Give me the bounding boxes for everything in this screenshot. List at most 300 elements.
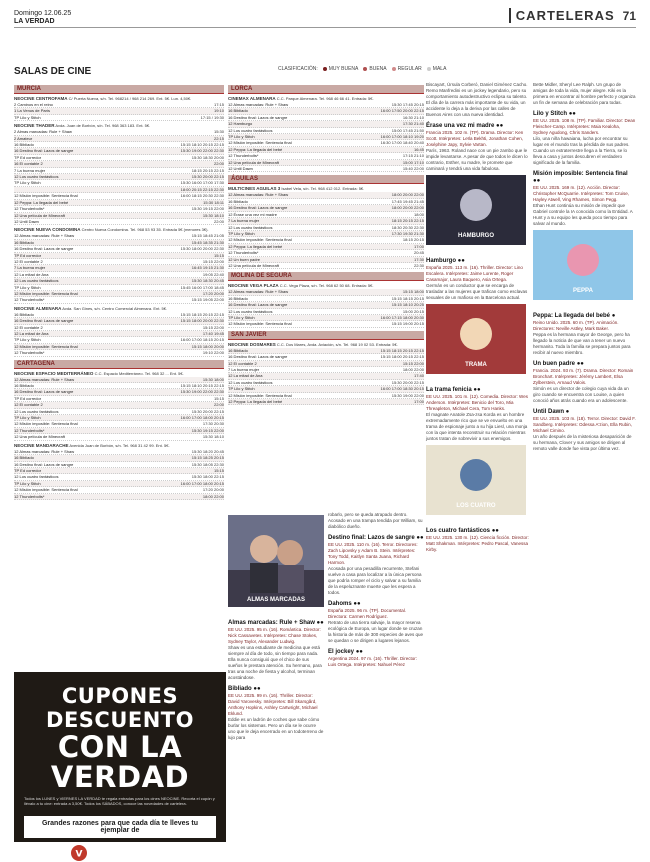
cinema-name[interactable]: NEOCINE VEGA PLAZA xyxy=(228,283,279,289)
film-title: 2 Caminos en el reino xyxy=(14,102,53,107)
review-credits: EE UU. 2025. 101 m. (12). Comedia. Director: Wes Anderson. Intérpretes: Benicio del Toro, Mia Threapleton, Michael Cera, Tom Hanks. xyxy=(426,394,528,411)
cinema-name[interactable]: CINEMAX ALMENARA xyxy=(228,96,276,101)
showtimes: 17:15 xyxy=(213,102,224,107)
film-title: 12 Los cuatro fantásticos xyxy=(14,408,59,414)
legend-item: REGULAR xyxy=(392,66,422,72)
film-title: 12 El contable 2 xyxy=(14,402,43,408)
showtimes: 15:30 18:10 xyxy=(202,212,224,218)
film-title: 12 Thunderbolts* xyxy=(14,206,45,212)
movie-poster-image xyxy=(426,175,530,245)
showtimes: 17:30 20:30 xyxy=(202,421,224,427)
film-title: 12 Thunderbolts* xyxy=(228,250,259,256)
review-film-title: Almas marcadas: Rule + Shaw xyxy=(228,620,315,626)
film-title: 12 La mitad de Ana xyxy=(14,331,49,336)
film-title: 12 Peppa: La llegada del bebé xyxy=(228,146,283,152)
review-synopsis: Un año después de la misteriosa desaparición de su hermana, Clover y sus amigos se dirigen al remoto valle donde fue vista por última vez. xyxy=(533,434,632,451)
review-synopsis: Eddie es un ladrón de coches que sabe cómo burlar los sistemas. Pero un día se le ocurre uno que le deja encerrado en un todoterreno de lujo para xyxy=(228,717,324,740)
legend-item: MALA xyxy=(427,66,447,72)
showtimes: 20:45 xyxy=(413,250,424,256)
showtimes: 15:15 18:10 20:25 xyxy=(391,302,424,308)
film-title: 12 Peppa: La llegada del bebé xyxy=(228,243,283,249)
review-film-title: Un buen padre xyxy=(533,361,576,367)
film-title: 12 Una película de Minecraft xyxy=(14,434,65,440)
film-title: 12 Almas marcadas: Rule + Shaw xyxy=(14,448,75,454)
rating-icon: ● xyxy=(565,409,570,415)
showtimes: 18:15 20:15 22:15 xyxy=(391,218,424,224)
film-title: TP Ed corredor xyxy=(14,252,42,258)
showtimes: 15:30 xyxy=(213,129,224,135)
film-title: 16 Bibliado xyxy=(228,295,248,301)
showtime-row[interactable] xyxy=(14,434,224,440)
coupon-advertisement[interactable] xyxy=(14,672,226,861)
showtimes: 22:00 xyxy=(213,161,224,167)
rating-icon: ●● xyxy=(473,387,481,393)
cinema-details: C.C. Vega Plaza, s/n. Tel. 968 62 50 68. Entrada: 5€. xyxy=(279,283,374,289)
film-title: 16 Destino final: Lazos de sangre xyxy=(14,461,74,467)
reviews-subcolumn-right xyxy=(328,512,424,668)
showtime-row[interactable] xyxy=(228,399,424,405)
showtimes: 15:15 18:15 20:15 xyxy=(391,295,424,301)
showtimes: 16:00 17:00 18:10 19:20 xyxy=(380,134,424,140)
cinema-info xyxy=(14,443,224,448)
showtimes: 22:15 xyxy=(213,135,224,141)
showtimes: 15:00 20:15 xyxy=(402,308,424,314)
film-title: 12 Los cuatro fantásticos xyxy=(14,174,59,180)
showtimes: 16:00 17:00 18:30 20:15 xyxy=(380,386,424,392)
film-title: TP Ed corredor xyxy=(14,395,42,401)
film-title: 16 Destino final: Lazos de sangre xyxy=(14,389,74,395)
review-title xyxy=(533,171,636,185)
review-credits: EE UU. 2025. 99 m. (16). Thriller. Director: David Yarovesky. Intérpretes: Bill Skarsgård, Anthony Hopkins, Ashley Cartwright, Michael Eklund. xyxy=(228,693,318,716)
film-title: TP Lilo y Stitch xyxy=(14,180,41,186)
region-header: CARTAGENA xyxy=(14,360,224,369)
showtimes: 15:30 19:00 22:00 22:30 xyxy=(180,389,224,395)
review-film-title: Hamburgo xyxy=(426,258,456,264)
showtimes: 15:30 18:30 20:00 xyxy=(191,154,224,160)
review-credits: España 2025. 113 m. (16). Thriller. Director: Lino Escalera. Intérpretes: Jaime Lorente, Roger Casamajor, Laura Baquero, Asia Ortega. xyxy=(426,265,523,282)
newspaper-logo-icon xyxy=(70,844,88,862)
showtimes: 17:30 19:30 21:30 xyxy=(391,230,424,236)
review-synopsis: Lilo, una niña hawaiana, lucha por encontrar su lugar en el mundo tras la pérdida de sus padres. Cuando un extraterrestre llega a la Tierra, se lo lleva a casa y juntos descubren el verdadero significado de la familia. xyxy=(533,136,630,165)
review-synopsis: Germán es un conductor que se encarga de trasladar a las mujeres que trafican como esclavas sexuales de un mafioso en la Barcelona actual. xyxy=(426,283,528,300)
film-title: 7 La buena mujer xyxy=(14,265,46,271)
film-title: TP Lilo y Stitch xyxy=(14,415,41,421)
region-header: ÁGUILAS xyxy=(228,175,424,184)
movie-poster-image xyxy=(228,515,324,607)
rating-icon: ●● xyxy=(353,601,361,607)
showtimes: 15:00 17:10 xyxy=(402,159,424,165)
cinema-name[interactable]: NEOCINE ESPACIO MEDITERRÁNEO xyxy=(14,370,94,376)
film-title: 12 Misión imposible: Sentencia final xyxy=(14,193,78,199)
cinema-details: Avenida Juan de Borbón, s/n. Tel. 968 31 42 99. Ent. 5€. xyxy=(69,442,170,448)
showtimes: 15:15 22:00 xyxy=(402,360,424,366)
showtimes: 15:30 20:00 22:15 xyxy=(191,174,224,180)
cinema-info xyxy=(228,186,424,191)
showtimes: 15:30 20:00 22:15 xyxy=(191,408,224,414)
listings-column-2 xyxy=(228,82,424,405)
film-title: 16 Bibliado xyxy=(14,383,34,389)
review-synopsis: Simón es un director de colegio cuya vida da un giro cuando se encuentra con Louise, a quien conoció años atrás cuando era un adolescente. xyxy=(533,386,629,403)
film-title: 12 Almas marcadas: Rule + Shaw xyxy=(228,102,289,107)
film-title: 16 Destino final: Lazos de sangre xyxy=(228,302,288,308)
showtimes: 15:30 19:00 22:00 22:30 xyxy=(180,148,224,154)
showtimes: 15:15 19:05 22:00 xyxy=(191,297,224,303)
review-film-title: Lilo y Stitch xyxy=(533,111,568,117)
review-synopsis: Shaw es una estudiante de medicina que está siempre al día de todo, sin tiempo para nada. Ella nunca consiguió que el chico de sus sueños le prestara atención. Su hermano, para tras una noche de fiesta y alcohol, terminan acostándose. xyxy=(228,645,322,680)
showtimes: 15:30 20:00 22:15 xyxy=(391,379,424,385)
film-title: 16 El contable 2 xyxy=(14,161,43,167)
showtimes: 15:30 19:15 22:00 xyxy=(191,427,224,433)
film-title: 12 Peppa: La llegada del bebé xyxy=(14,199,69,205)
film-title: 16 Bibliado xyxy=(14,311,34,317)
poster-caption: ALMAS MARCADAS xyxy=(247,597,305,603)
review-synopsis: Retrato de una tierra salvaje, la mayor reserva ecológica de Europa, un lugar donde se cruzan la historia de más de 300 especies de aves que se quedan o se dirigen a lugares lejanos. xyxy=(328,620,424,643)
film-title: 12 Peppa: La llegada del bebé xyxy=(228,399,283,405)
review-credits: Reino Unido. 2025. 60 m. (TP). Animación. Directores: Neville Astley, Mark Baker. xyxy=(533,320,619,331)
showtimes: 15:15 18:00 20:00 xyxy=(191,343,224,349)
showtimes: 15:15 18:10 20:15 22:15 xyxy=(180,142,224,148)
review-synopsis: El magnate Anatole Zsa-zsa Korda es un hombre extremadamente rico que se ve envuelto en una trama de espionaje junto a su hija Liesl, una monja con la que intenta reconstruir su relación mientras juntos tratan de sobrevivir a sus enemigos. xyxy=(426,412,528,441)
film-title: 16 Destino final: Lazos de sangre xyxy=(228,205,288,211)
showtimes: 15:45 16:00 17:00 18:45 xyxy=(180,284,224,290)
showtimes: 18:00 20:00 22:00 xyxy=(391,192,424,198)
cinema-info xyxy=(228,283,424,288)
reviews-subcolumn-left xyxy=(228,512,324,741)
film-title: 12 Almas marcadas: Rule + Shaw xyxy=(228,192,289,198)
film-title: 12 Los cuatro fantásticos xyxy=(14,278,59,284)
showtimes: 17:00 xyxy=(413,399,424,405)
showtimes: 16:00 17:00 18:15 20:15 xyxy=(180,337,224,343)
review-film-title: Misión imposible: Sentencia final xyxy=(533,171,628,177)
cinema-name[interactable]: NEOCINE ALMENARA xyxy=(14,305,62,311)
showtimes: 17:30 21:40 xyxy=(402,121,424,127)
showtimes: 18:00 20:00 22:00 xyxy=(391,205,424,211)
showtimes: 15:30 16:00 17:00 17:30 xyxy=(180,180,224,186)
rating-icon: ●● xyxy=(416,535,424,541)
film-title: 12 Los cuatro fantásticos xyxy=(228,308,273,314)
review-film-title: Until Dawn xyxy=(533,409,564,415)
showtimes: 22:00 xyxy=(213,218,224,224)
showtimes: 15:30 17:45 20:15 xyxy=(391,102,424,107)
review-title xyxy=(533,361,636,368)
review-film-title: El jockey xyxy=(328,649,355,655)
film-title: 12 La mitad de Ana xyxy=(14,271,49,277)
showtime-row[interactable] xyxy=(14,297,224,303)
movie-poster-image xyxy=(426,445,530,515)
legend-item: MUY BUENA xyxy=(323,66,359,72)
showtimes: 15:30 18:00 22:15 xyxy=(191,474,224,480)
poster-title: TRAMA xyxy=(465,362,487,368)
rating-icon: ●● xyxy=(457,258,465,264)
review-credits: EE UU. 2025. 95 m. (16). Romántica. Director: Nick Cassavetes. Intérpretes: Chase Stokes, Sydney Taylor, Alexander Ludwig. xyxy=(228,627,321,644)
review-title xyxy=(228,620,324,627)
showtimes: 15:15 18:25 20:15 xyxy=(191,455,224,461)
showtimes: 15:30 19:00 22:00 xyxy=(391,392,424,398)
cinema-name[interactable]: NEOCINE MANDARACHE xyxy=(14,442,69,448)
film-title: TP Lilo y Stitch xyxy=(228,134,255,140)
film-title: 12 Un buen padre xyxy=(228,256,261,262)
rating-icon: ● xyxy=(611,313,616,319)
showtimes: 15:30 19:15 22:00 xyxy=(191,206,224,212)
showtimes: 15:00 17:45 21:50 xyxy=(391,127,424,133)
film-title: TP Lilo y Stitch xyxy=(14,480,41,486)
film-title: TP Lilo y Stitch xyxy=(228,314,255,320)
review-title xyxy=(533,313,636,320)
rating-icon: ●● xyxy=(496,123,504,129)
header-rule xyxy=(14,27,636,28)
review-synopsis: París, 1963. Roland nace con un pie zambo que le impide levantarse. A pesar de que todos le dicen lo contrario, Esther, su madre, le promete que caminará y tendrá una vida fabulosa. xyxy=(426,148,528,171)
review-synopsis: robarlo, pero se queda atrapado dentro. Acosado en una trampa tendida por William, su diabólico dueño. xyxy=(328,512,423,529)
showtimes: 19:10 22:00 xyxy=(202,350,224,356)
review-title xyxy=(328,649,424,656)
film-title: 12 Almas marcadas: Rule + Shaw xyxy=(14,376,75,382)
film-title: 12 Thunderbolts* xyxy=(14,350,45,356)
review-film-title: Destino final: Lazos de sangre xyxy=(328,535,415,541)
film-title: 16 Bibliado xyxy=(228,198,248,204)
showtimes: 18:00 22:00 xyxy=(402,367,424,372)
review-film-title: Bibliado xyxy=(228,686,252,692)
showtime-row[interactable] xyxy=(228,166,424,172)
cinema-info xyxy=(14,123,224,128)
film-title: TP Lilo y Stitch xyxy=(14,114,41,120)
showtimes: 15:45 18:35 21:30 xyxy=(191,239,224,245)
film-title: TP Lilo y Stitch xyxy=(228,386,255,392)
showtime-row[interactable] xyxy=(14,494,224,500)
review-synopsis: Acosada por una pesadilla recurrente, Stefani vuelve a casa para localizar a la única persona que podría romper el ciclo y salvar a su familia de la espeluznante muerte que les espera a todos. xyxy=(328,566,422,595)
cinema-name[interactable]: NEOCINE CENTROFAMA xyxy=(14,96,68,101)
cinema-info xyxy=(14,227,224,232)
rating-icon: ●● xyxy=(576,361,584,367)
newspaper-name: LA VERDAD xyxy=(14,18,55,25)
film-title xyxy=(14,187,164,192)
film-title: 12 Thunderbolts* xyxy=(14,493,45,499)
review-credits: Francia 2025. 102 m. (TP). Drama. Director: Ken Scott. Intérpretes: Leïla Bekhti, Jonathan Cohen, Joséphine Japy, Sylvie Vartan. xyxy=(426,130,524,147)
film-title: 12 Almas marcadas: Rule + Shaw xyxy=(14,233,75,239)
rating-icon: ●● xyxy=(316,620,324,626)
film-title: 12 El contable 2 xyxy=(14,258,43,264)
film-title: 16 Destino final: Lazos de sangre xyxy=(228,354,288,360)
showtimes: 17:15 / 19:30 xyxy=(200,114,224,120)
showtimes: 19:05 22:40 xyxy=(202,271,224,277)
film-title: 12 Misión imposible: Sentencia final xyxy=(14,343,78,349)
showtimes: 18:00 22:00 xyxy=(202,493,224,499)
showtime-row[interactable] xyxy=(14,350,224,356)
page-number: 71 xyxy=(622,8,636,23)
cinema-name[interactable]: NEOCINE THADER xyxy=(14,123,55,129)
film-title: 12 Misión imposible: Sentencia final xyxy=(14,421,78,427)
review-synopsis: Ethan Hunt continúa su misión de impedir que Gabriel controle la IA conocida como la Entidad. A Hunt y a su equipo les queda poco tiempo para salvar al mundo. xyxy=(533,203,633,226)
showtimes: 16:00 17:50 20:00 22:15 xyxy=(380,108,424,114)
review-credits: EE UU. 2025. 110 m. (16). Terror. Directores: Zach Lipovsky y Adam B. Stein. Intérpretes: Tony Todd, Kaitlyn Santa Juana, Richard Harmon. xyxy=(328,542,418,565)
rating-icon: ●● xyxy=(491,528,499,534)
region-header: LORCA xyxy=(228,85,424,94)
showtimes: 22:30 xyxy=(413,262,424,268)
showtime-row[interactable] xyxy=(228,321,424,327)
film-title: 12 Thunderbolts* xyxy=(14,427,45,433)
rating-icon: ●● xyxy=(533,178,541,184)
film-title: 16 Bibliado xyxy=(228,347,248,353)
film-title: 2 Almas marcadas: Rule + Shaw xyxy=(14,129,72,135)
reviews-column-3 xyxy=(426,82,530,553)
film-title: 12 La mitad de Ana xyxy=(228,373,263,379)
review-credits: EE UU. 2025. 108 m. (TP). Familiar. Director: Dean Fleischer-Camp. Intérpretes: Maia Kealoha, Sydney Agudong, Chris Sanders. xyxy=(533,118,636,135)
film-title: 16 Destino final: Lazos de sangre xyxy=(14,246,74,252)
rating-legend xyxy=(278,66,446,72)
showtimes: 15:15 xyxy=(213,395,224,401)
film-title: 16 Destino final: Lazos de sangre xyxy=(228,114,288,120)
review-title xyxy=(533,111,636,118)
review-film-title: La trama fenicia xyxy=(426,387,472,393)
film-title: 16 Bibliado xyxy=(228,108,248,114)
showtimes: 16:00 17:00 18:00 20:15 xyxy=(180,480,224,486)
showtimes: 15:15 22:00 xyxy=(202,258,224,264)
showtimes: 15:15 xyxy=(213,467,224,473)
showtimes: 15:30 18:05 22:30 xyxy=(191,461,224,467)
film-title: 16 Destino final: Lazos de sangre xyxy=(14,318,74,324)
showtimes: 15:40 22:00 xyxy=(402,166,424,172)
showtimes: 18:00 20:15 22:15 22:30 xyxy=(180,186,224,192)
showtimes: 16:45 xyxy=(413,146,424,152)
cinema-info xyxy=(14,306,224,311)
showtimes: 15:15 18:00 20:00 22:30 xyxy=(180,318,224,324)
cinema-info xyxy=(14,371,224,376)
ad-headline-2: CON LA VERDAD xyxy=(50,730,190,794)
film-title: 16 Bibliado xyxy=(14,142,34,148)
showtimes: 15:30 18:00 20:00 22:30 xyxy=(180,246,224,252)
showtimes: 15:30 18:10 xyxy=(202,434,224,440)
showtimes: 15:15 18:00 20:15 22:15 xyxy=(380,354,424,360)
film-title: 16 Destino final: Lazos de sangre xyxy=(14,148,74,154)
showtimes: 16:30 21:10 xyxy=(402,114,424,120)
movie-poster-image xyxy=(426,304,530,374)
film-title: TP Ed corredor xyxy=(14,467,42,473)
showtimes: 22:00 xyxy=(213,402,224,408)
film-title: 12 Los cuatro fantásticos xyxy=(228,127,273,133)
review-credits: Francia. 2024. 93 m. (7). Drama. Director: Romain Bronchart. Intérpretes: Jérémy Lambert, Elsa Zylberstein, Arnaud Valois. xyxy=(533,368,634,385)
ad-banner: Grandes razones para que cada día te lleves tu ejemplar de xyxy=(24,816,216,838)
review-title xyxy=(426,258,530,265)
film-title: 12 Los cuatro fantásticos xyxy=(228,224,273,230)
film-title: 12 Misión imposible: Sentencia final xyxy=(14,290,78,296)
review-credits: EE UU. 2025. 103 m. (18). Terror. Director: David F. Sandberg. Intérpretes: Odessa A'zion, Ella Rubin, Michael Cimino. xyxy=(533,416,636,433)
ad-logo-text: LA VERDAD xyxy=(94,845,170,861)
reviews-column-4 xyxy=(533,82,636,452)
showtimes: 16:00 17:15 18:00 20:30 xyxy=(380,314,424,320)
film-title: 7 La buena mujer xyxy=(228,218,260,224)
page-title: SALAS DE CINE xyxy=(14,66,92,77)
rating-icon: ●● xyxy=(568,111,576,117)
legend-label: CLASIFICACIÓN: xyxy=(278,66,318,72)
film-title: 12 Thunderbolts* xyxy=(14,297,45,303)
review-film-title: Los cuatro fantásticos xyxy=(426,528,491,534)
film-title: 12 Misión imposible: Sentencia final xyxy=(228,237,292,243)
ad-logo xyxy=(14,844,226,862)
movie-poster-image xyxy=(533,230,636,300)
review-title xyxy=(328,535,424,542)
cinema-details: C/ Puerta Nueva, s/n. Tel. 968214 / 968 214 269. Ent. 5€. Lun. 4,50€. xyxy=(68,96,192,101)
cinema-details: Isabel Vela, s/n. Tel. 968 412 012. Entrada: 5€. xyxy=(281,186,365,192)
cinema-name[interactable]: MULTICINES AGUILAS 3 xyxy=(228,186,281,192)
showtime-row[interactable] xyxy=(14,219,224,225)
showtimes: 18:00 xyxy=(413,211,424,217)
film-title: TP Lilo y Stitch xyxy=(14,337,41,343)
showtimes: 15:15 18:00 xyxy=(402,289,424,295)
film-title: 1 La Venus de París xyxy=(14,108,51,114)
cinema-details: Centro Nueva Condomina. Tel. 968 53 93 35. Entrada 5€ (menores 3€). xyxy=(81,227,209,233)
continued-text: Bette Midler, Sheryl Lee Ralph. Un grupo de amigas de toda la vida, mujer alegre. Kiki es la primera en encontrar al hombre perfecto y organiza un fin de semana de celebración para todas. xyxy=(533,82,636,105)
film-title: 12 Los cuatro fantásticos xyxy=(228,379,273,385)
showtimes: 16:30 17:00 18:40 20:40 xyxy=(380,140,424,146)
showtimes: 17:40 xyxy=(413,373,424,379)
review-credits: España 2025. 96 m. (TP). Documental. Directora: Carmen Rodríguez. xyxy=(328,608,407,619)
film-title: 12 Misión imposible: Sentencia final xyxy=(228,321,292,327)
film-title: 2 Amateur xyxy=(14,135,33,141)
film-title: 12 Una película de Minecraft xyxy=(14,212,65,218)
header-left xyxy=(14,10,71,26)
showtimes: 17:00 xyxy=(413,243,424,249)
region-header: SAN JAVIER xyxy=(228,331,424,340)
ad-small-print: Todos los LUNES y VIERNES LA VERDAD te regala entradas para los cines NEOCINE. Recorta el cupón y llévalo a tu cine: entrada a 3,50€. Todos los SÁBADOS, conoce las novedades de cartelera. xyxy=(24,796,215,806)
showtimes: 17:45 19:45 21:45 xyxy=(391,198,424,204)
showtimes: 18:15 20:15 22:15 xyxy=(191,167,224,173)
review-title xyxy=(328,601,424,608)
continued-text: Biscayart, Úrsula Corberó, Daniel Giménez Cacho. Remo Manfredini es un jockey legendario, pero su comportamiento autodestructivo eclipsa su talento. El día de la carrera más importante de su vida, un accidente lo deja a la deriva por las calles de Buenos Aires con una nueva identidad. xyxy=(426,82,528,117)
film-title: 12 Hamburgo xyxy=(228,121,253,127)
cinema-details: Avda. Juan de Borbón, s/n. Tel. 968 363 183. Ent. 5€. xyxy=(55,123,151,129)
issue-date: Domingo 12.06.25 xyxy=(14,10,72,17)
svg-text:V: V xyxy=(75,849,83,860)
showtimes: 15:15 18:10 20:15 22:15 xyxy=(180,383,224,389)
showtimes: 17:40 19:45 xyxy=(202,331,224,336)
cinema-name[interactable]: NEOCINE DOSMARES xyxy=(228,341,276,347)
film-title: TP Lilo y Stitch xyxy=(228,230,255,236)
film-title: TP Lilo y Stitch xyxy=(14,284,41,290)
film-title: 12 Until Dawn xyxy=(14,218,39,224)
reviews-block-column-2 xyxy=(228,512,424,842)
cinema-name[interactable]: NEOCINE NUEVA CONDOMINA xyxy=(14,227,81,233)
showtimes: 16:45 19:15 21:30 xyxy=(191,265,224,271)
film-title: 12 Una película de Minecraft xyxy=(228,159,279,165)
showtimes: 15:15 xyxy=(213,252,224,258)
poster-title: LOS CUATRO xyxy=(456,503,496,509)
region-header: MURCIA xyxy=(14,85,224,94)
review-title xyxy=(426,528,530,535)
showtime-row[interactable] xyxy=(228,263,424,269)
region-header: MOLINA DE SEGURA xyxy=(228,272,424,281)
rating-icon: ●● xyxy=(355,649,363,655)
review-synopsis: Peppa es la hermana mayor de George, pero ha llegado la noticia de que van a tener un nuevo hermanito. Toda la familia se prepara juntos para recibir al nuevo miembro. xyxy=(533,332,631,355)
film-title: 12 Almas marcadas: Rule + Shaw xyxy=(228,289,289,295)
cinema-details: C.C. Espacio Mediterráneo. Tel. 968 32 ... Ent. 5€. xyxy=(94,370,184,376)
section-title: CARTELERAS xyxy=(509,8,615,23)
cinema-details: C.C. Parque Almenara. Tel. 968 46 66 41. Entrada: 5€. xyxy=(276,96,374,101)
showtimes: 16:00 18:15 20:30 22:30 xyxy=(180,193,224,199)
showtimes: 15:30 18:20 20:45 xyxy=(191,448,224,454)
film-title: 12 Until Dawn xyxy=(228,166,253,172)
review-credits: Argentina 2024. 97 m. (16). Thriller. Director: Luis Ortega. Intérpretes: Nahuel Pérez xyxy=(328,656,417,667)
review-title xyxy=(228,686,324,693)
cinema-info xyxy=(228,96,424,101)
showtimes: 15:15 19:00 20:15 xyxy=(391,321,424,327)
cinema-info xyxy=(14,96,224,101)
review-film-title: Érase una vez mi madre xyxy=(426,123,495,129)
review-title xyxy=(533,409,636,416)
review-title xyxy=(426,123,530,130)
showtimes: 17:20 20:00 xyxy=(202,487,224,493)
showtimes: 17:20 20:00 xyxy=(202,290,224,296)
showtimes: 19:10 xyxy=(213,108,224,114)
showtime-row[interactable] xyxy=(14,115,224,121)
